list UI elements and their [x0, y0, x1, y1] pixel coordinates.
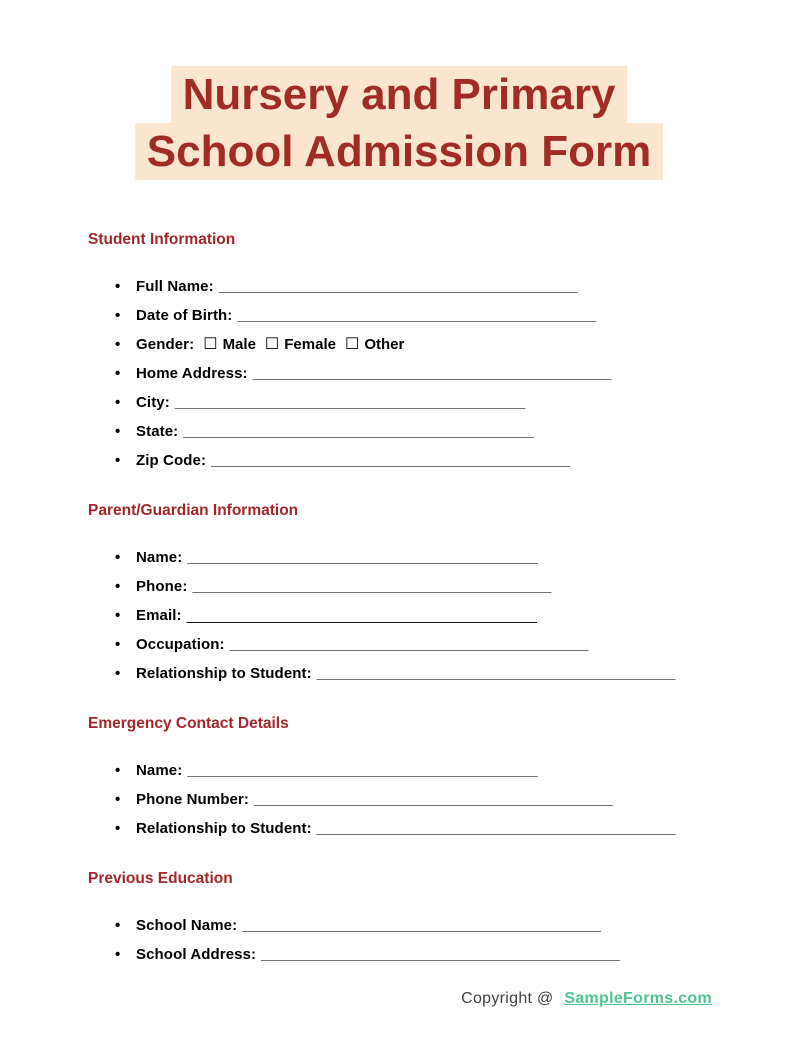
gender-option-label-other: Other: [364, 336, 405, 353]
form-field-row: [88, 388, 798, 417]
section-heading-parent-guardian: Parent/Guardian Information: [88, 502, 299, 519]
form-field-row: [88, 417, 798, 446]
school-address-blank[interactable]: ___________________________________________: [261, 946, 620, 963]
emergency-relationship-blank[interactable]: ___________________________________________: [316, 820, 676, 837]
gender-option-label-male: Male: [222, 336, 256, 353]
section-student-information: [88, 230, 798, 475]
form-field-row: [88, 301, 798, 330]
gender-option-female: [265, 336, 336, 353]
form-title-row-1: [0, 66, 798, 123]
parent-occupation-blank[interactable]: ___________________________________________: [229, 636, 589, 653]
form-title: [0, 0, 798, 180]
field-label: Phone:: [136, 578, 188, 595]
parent-name-blank[interactable]: __________________________________________: [187, 549, 538, 566]
field-label: Name:: [136, 762, 183, 779]
full-name-blank[interactable]: ___________________________________________: [218, 278, 578, 295]
bullet-icon: •: [115, 549, 121, 566]
bullet-icon: •: [115, 636, 121, 653]
section-heading-emergency-contact: Emergency Contact Details: [88, 715, 289, 732]
bullet-icon: •: [115, 307, 121, 324]
student-information-fields: [88, 272, 798, 475]
field-label: School Name:: [136, 917, 238, 934]
form-title-line1: Nursery and Primary: [171, 66, 628, 123]
bullet-icon: •: [115, 820, 121, 837]
emergency-contact-fields: [88, 756, 798, 843]
field-label: Occupation:: [136, 636, 225, 653]
form-field-row: [88, 756, 798, 785]
parent-relationship-blank[interactable]: ___________________________________________: [316, 665, 676, 682]
field-label: State:: [136, 423, 179, 440]
field-label: Date of Birth:: [136, 307, 233, 324]
parent-phone-blank[interactable]: ___________________________________________: [192, 578, 552, 595]
field-label: Email:: [136, 607, 182, 624]
bullet-icon: •: [115, 946, 121, 963]
form-field-row: [88, 446, 798, 475]
section-emergency-contact-details: [88, 714, 798, 843]
copyright-text: Copyright @: [461, 990, 554, 1007]
field-label: Relationship to Student:: [136, 820, 312, 837]
bullet-icon: •: [115, 394, 121, 411]
bullet-icon: •: [115, 278, 121, 295]
field-label: Phone Number:: [136, 791, 249, 808]
field-label: Full Name:: [136, 278, 214, 295]
form-field-row: [88, 814, 798, 843]
field-label: Name:: [136, 549, 183, 566]
form-title-row-2: [0, 123, 798, 180]
footer: [461, 990, 712, 1008]
form-field-row: [88, 911, 798, 940]
bullet-icon: •: [115, 665, 121, 682]
emergency-phone-number-blank[interactable]: ___________________________________________: [253, 791, 613, 808]
form-field-row: [88, 601, 798, 630]
state-blank[interactable]: __________________________________________: [183, 423, 534, 440]
checkbox-female-icon[interactable]: ☐: [264, 335, 280, 353]
bullet-icon: •: [115, 607, 121, 624]
bullet-icon: •: [115, 762, 121, 779]
field-label: School Address:: [136, 946, 257, 963]
form-field-row: [88, 543, 798, 572]
form-field-row: [88, 572, 798, 601]
section-parent-guardian-information: [88, 501, 798, 688]
bullet-icon: •: [115, 452, 121, 469]
field-label: Zip Code:: [136, 452, 207, 469]
gender-option-other: [345, 336, 404, 353]
bullet-icon: •: [115, 791, 121, 808]
form-field-row: [88, 785, 798, 814]
sampleforms-link[interactable]: SampleForms.com: [564, 990, 712, 1007]
emergency-name-blank[interactable]: __________________________________________: [187, 762, 538, 779]
form-title-line2: School Admission Form: [135, 123, 663, 180]
gender-option-label-female: Female: [284, 336, 336, 353]
parent-email-blank[interactable]: __________________________________________: [186, 607, 538, 624]
form-field-row: [88, 940, 798, 969]
section-heading-previous-education: Previous Education: [88, 870, 233, 887]
bullet-icon: •: [115, 917, 121, 934]
section-previous-education: [88, 869, 798, 969]
form-field-row: [88, 359, 798, 388]
date-of-birth-blank[interactable]: ___________________________________________: [237, 307, 597, 324]
checkbox-male-icon[interactable]: ☐: [203, 335, 218, 353]
form-field-row-gender: [88, 330, 798, 359]
field-label: Gender:: [136, 336, 195, 353]
field-label: Home Address:: [136, 365, 248, 382]
field-label: Relationship to Student:: [136, 665, 312, 682]
city-blank[interactable]: __________________________________________: [174, 394, 526, 411]
previous-education-fields: [88, 911, 798, 969]
gender-option-male: [203, 336, 256, 353]
form-field-row: [88, 272, 798, 301]
checkbox-other-icon[interactable]: ☐: [344, 335, 360, 353]
bullet-icon: •: [115, 578, 121, 595]
field-label: City:: [136, 394, 170, 411]
zip-code-blank[interactable]: ___________________________________________: [211, 452, 570, 469]
home-address-blank[interactable]: ___________________________________________: [252, 365, 612, 382]
school-name-blank[interactable]: ___________________________________________: [242, 917, 601, 934]
section-heading-student-information: Student Information: [88, 231, 236, 248]
bullet-icon: •: [115, 423, 121, 440]
bullet-icon: •: [115, 365, 121, 382]
form-field-row: [88, 630, 798, 659]
bullet-icon: •: [115, 336, 121, 353]
form-field-row: [88, 659, 798, 688]
parent-guardian-fields: [88, 543, 798, 688]
